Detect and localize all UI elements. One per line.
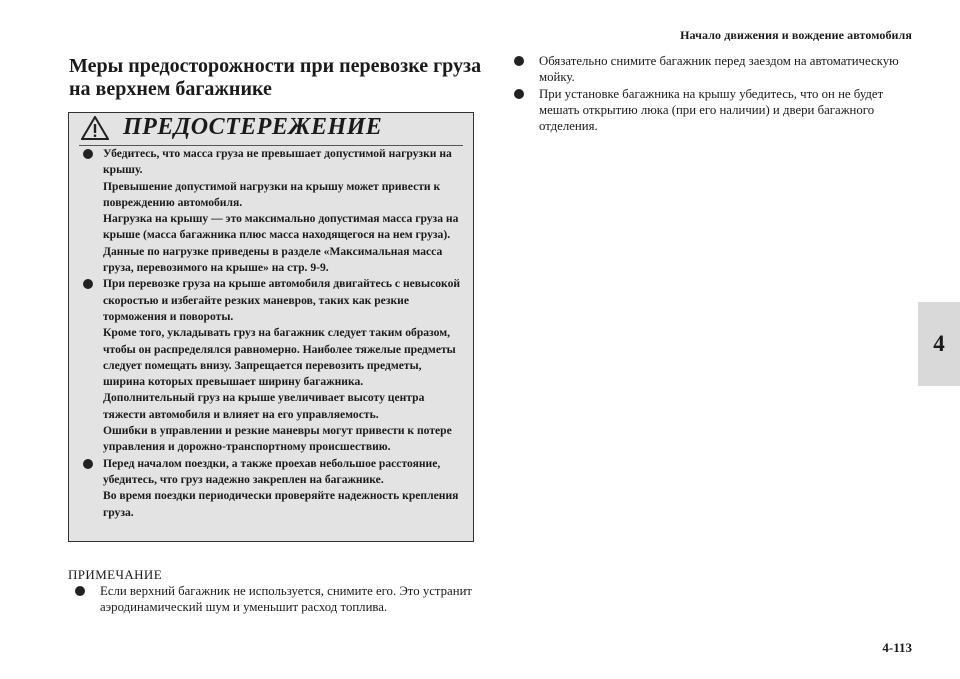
warning-paragraph: Кроме того, укладывать груз на багажник следует таким образом, чтобы он распределялся равномерно. Наиболее тяжелые предметы следует помещать внизу. Запрещается перевозить предметы, ширина которых превышает ширину багажника. xyxy=(103,326,456,389)
bullet-icon xyxy=(83,149,93,159)
page-number: 4-113 xyxy=(882,640,912,655)
warning-item xyxy=(81,146,465,276)
note-label: ПРИМЕЧАНИЕ xyxy=(68,567,163,582)
list-item xyxy=(507,53,922,86)
warning-item xyxy=(81,276,465,455)
bullet-icon xyxy=(83,459,93,469)
warning-box xyxy=(68,112,474,542)
warning-list xyxy=(81,146,465,521)
warning-paragraph: Дополнительный груз на крыше увеличивает высоту центра тяжести автомобиля и влияет на его управляемость. xyxy=(103,391,425,421)
title-line-1: Меры предосторожности при перевозке груза xyxy=(69,55,482,77)
warning-item xyxy=(81,456,465,521)
section-title xyxy=(69,55,481,101)
warning-paragraph: Нагрузка на крышу — это максимально допустимая масса груза на крыше (масса багажника плюс масса находящегося на нем груза). xyxy=(103,212,459,242)
warning-paragraph: Перед началом поездки, а также проехав небольшое расстояние, убедитесь, что груз надежно закреплен на багажнике. xyxy=(103,456,441,486)
bullet-icon xyxy=(514,56,524,66)
title-line-2: на верхнем багажнике xyxy=(69,78,272,100)
note-text: Если верхний багажник не используется, снимите его. Это устранит аэродинамический шум и уменьшит расход топлива. xyxy=(100,584,473,615)
warning-label: ПРЕДОСТЕРЕЖЕНИЕ xyxy=(123,114,383,140)
warning-paragraph: Данные по нагрузке приведены в разделе «Максимальная масса груза, перевозимого на крыше» на стр. 9-9. xyxy=(103,244,443,275)
list-item-text: При установке багажника на крышу убедитесь, что он не будет мешать открытию люка (при его наличии) и двери багажного отделения. xyxy=(539,86,884,134)
bullet-icon xyxy=(75,586,85,596)
note-section xyxy=(68,567,478,616)
warning-paragraph: Убедитесь, что масса груза не превышает допустимой нагрузки на крышу. xyxy=(103,147,452,177)
warning-paragraph: При перевозке груза на крыше автомобиля двигайтесь с невысокой скоростью и избегайте резких маневров, таких как резкие торможения и повороты. xyxy=(103,277,461,323)
warning-paragraph: Ошибки в управлении и резкие маневры могут привести к потере управления и дорожно-транспортному происшествию. xyxy=(103,424,452,454)
warning-paragraph: Превышение допустимой нагрузки на крышу может привести к повреждению автомобиля. xyxy=(103,179,441,209)
warning-triangle-icon xyxy=(81,116,109,140)
note-list xyxy=(68,583,478,616)
running-header: Начало движения и вождение автомобиля xyxy=(680,28,912,42)
warning-header xyxy=(69,113,473,143)
list-item-text: Обязательно снимите багажник перед заездом на автоматическую мойку. xyxy=(539,54,899,85)
right-column xyxy=(507,53,922,134)
bullet-icon xyxy=(83,279,93,289)
bullet-icon xyxy=(514,89,524,99)
right-column-list xyxy=(507,53,922,134)
warning-paragraph: Во время поездки периодически проверяйте надежность крепления груза. xyxy=(103,489,459,519)
list-item xyxy=(507,86,922,135)
note-item xyxy=(68,583,478,616)
chapter-tab: 4 xyxy=(918,302,960,386)
